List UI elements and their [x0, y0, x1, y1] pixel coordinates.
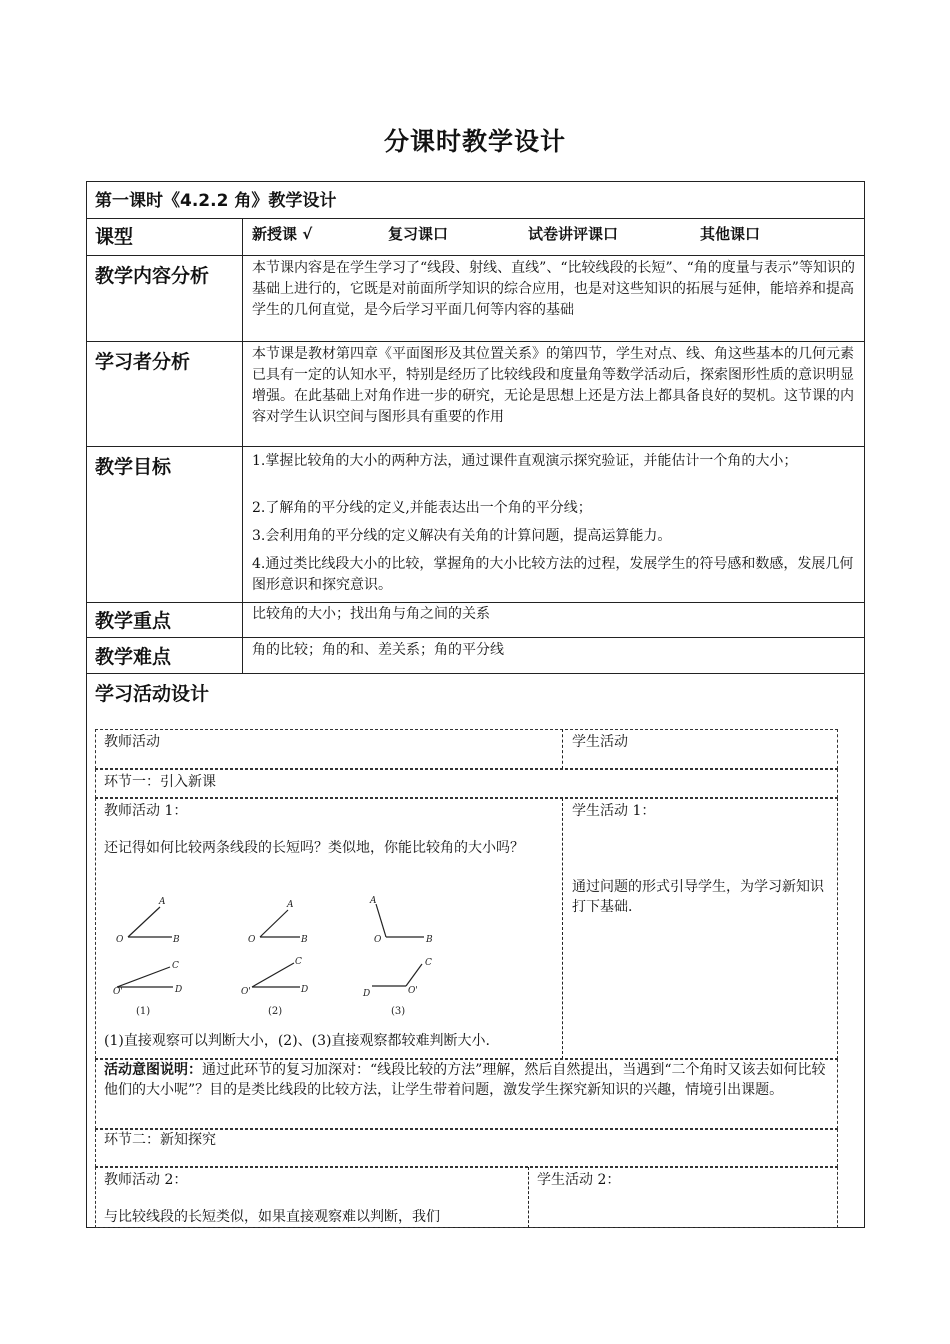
content-analysis-label: 教学内容分析 — [95, 265, 210, 287]
student-activity-header: 学生活动 — [572, 734, 628, 750]
course-type-other: 其他课口 — [700, 225, 761, 243]
point-label: B — [426, 935, 433, 945]
teacher-activity-two-text: 与比较线段的长短类似，如果直接观察难以判断，我们 — [104, 1209, 440, 1225]
stage-one-title: 环节一：引入新课 — [104, 774, 216, 790]
point-label: D — [175, 985, 183, 995]
intent-label: 活动意图说明： — [104, 1062, 202, 1078]
intent-text: 通过此环节的复习加深对：“线段比较的方法”理解，然后自然提出，当遇到“二个角时又该去如何比较他们的大小呢”？目的是类比线段的比较方法，让学生带着问题，激发学生探究新知识的兴趣，情境引出课题。 — [104, 1062, 826, 1098]
point-label: O — [374, 935, 382, 945]
point-label: A — [287, 900, 294, 910]
angle-ray — [376, 904, 386, 937]
point-label: B — [301, 935, 308, 945]
teacher-activity-two-title: 教师活动 2： — [104, 1172, 188, 1188]
angle-ray — [128, 907, 160, 937]
difficulties-label: 教学难点 — [95, 646, 172, 668]
stage-two-title: 环节二：新知探究 — [104, 1132, 216, 1148]
point-label: O — [248, 935, 256, 945]
intent-description — [104, 1060, 832, 1100]
column-divider — [562, 729, 563, 769]
difficulties-text: 角的比较；角的和、差关系；角的平分线 — [252, 642, 504, 658]
divider — [86, 255, 865, 256]
objective-item: 4.通过类比线段大小的比较，掌握角的大小比较方法的过程，发展学生的符号感和数感，发展几何图形意识和探究意识。 — [252, 556, 854, 593]
objective-item: 1.掌握比较角的大小的两种方法，通过课件直观演示探究验证，并能估计一个角的大小； — [252, 453, 798, 469]
learner-analysis-label: 学习者分析 — [95, 351, 191, 373]
learner-analysis-text: 本节课是教材第四章《平面图形及其位置关系》的第四节，学生对点、线、角这些基本的几何元素已具有一定的认知水平，特别是经历了比较线段和度量角等数学活动后，探索图形性质的意识明显增强。在此基础上对角作进一步的研究，无论是思想上还是方法上都具备良好的契机。这节课的内容对学生认识空间与图形具有重要的作用 — [252, 346, 854, 425]
point-label: O' — [408, 986, 418, 996]
point-label: D — [301, 985, 309, 995]
divider — [86, 637, 865, 638]
point-label: O — [116, 935, 124, 945]
divider — [86, 341, 865, 342]
teacher-activity-one-note: (1)直接观察可以判断大小，(2)、(3)直接观察都较难判断大小. — [104, 1033, 490, 1049]
activity-design-label: 学习活动设计 — [95, 683, 210, 705]
objective-item: 3.会利用角的平分线的定义解决有关角的计算问题，提高运算能力。 — [252, 528, 672, 544]
teacher-activity-one-question: 还记得如何比较两条线段的长短吗？类似地，你能比较角的大小吗？ — [104, 840, 524, 856]
column-divider — [242, 218, 243, 673]
objectives-label: 教学目标 — [95, 456, 172, 478]
point-label: B — [173, 935, 180, 945]
point-label: C — [172, 961, 179, 971]
figure-caption: (2) — [268, 1006, 283, 1017]
figure-caption: (3) — [391, 1006, 406, 1017]
angle-comparison-figure — [104, 890, 454, 1020]
point-label: O' — [241, 987, 251, 997]
point-label: D — [363, 989, 371, 999]
divider — [86, 218, 865, 219]
course-type-label: 课型 — [95, 226, 134, 248]
point-label: O' — [113, 987, 123, 997]
figure-caption: (1) — [136, 1006, 151, 1017]
angle-ray — [260, 910, 288, 937]
angle-ray — [406, 964, 422, 986]
student-activity-one-text: 通过问题的形式引导学生，为学习新知识打下基础. — [572, 879, 824, 915]
teacher-activity-one-title: 教师活动 1： — [104, 803, 188, 819]
angle-ray — [117, 967, 170, 987]
column-divider — [562, 798, 563, 1059]
content-analysis-text: 本节课内容是在学生学习了“线段、射线、直线”、“比较线段的长短”、“角的度量与表示”等知识的基础上进行的，它既是对前面所学知识的综合应用，也是对这些知识的拓展与延伸，能培养和提高学生的几何直觉，是今后学习平面几何等内容的基础 — [252, 260, 855, 318]
student-activity-two-title: 学生活动 2： — [537, 1172, 621, 1188]
divider — [86, 673, 865, 674]
angle-ray — [252, 963, 294, 987]
teacher-activity-header: 教师活动 — [104, 734, 160, 750]
student-activity-one-title: 学生活动 1： — [572, 803, 656, 819]
lesson-title: 第一课时《4.2.2 角》教学设计 — [95, 191, 337, 211]
activity-header-row — [95, 729, 838, 769]
key-points-label: 教学重点 — [95, 610, 172, 632]
column-divider — [528, 1167, 529, 1228]
key-points-text: 比较角的大小；找出角与角之间的关系 — [252, 606, 490, 622]
point-label: C — [425, 958, 432, 968]
point-label: A — [159, 897, 166, 907]
page-title: 分课时教学设计 — [383, 127, 566, 156]
course-type-review: 复习课口 — [388, 225, 449, 243]
point-label: A — [370, 896, 377, 906]
point-label: C — [295, 957, 302, 967]
course-type-exam: 试卷讲评课口 — [528, 225, 619, 243]
divider — [86, 602, 865, 603]
divider — [86, 446, 865, 447]
course-type-new: 新授课 √ — [252, 225, 313, 243]
objective-item: 2.了解角的平分线的定义,并能表达出一个角的平分线； — [252, 500, 592, 516]
